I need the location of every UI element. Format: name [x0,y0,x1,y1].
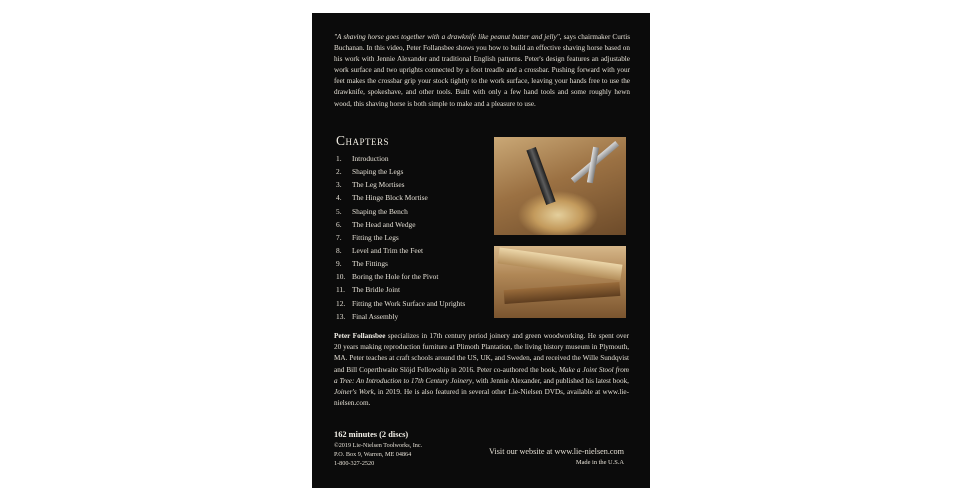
chapter-item [336,257,465,270]
bench-joint-photo [494,246,626,318]
chapter-item [336,191,465,204]
chapter-label: Fitting the Work Surface and Uprights [352,298,466,308]
made-in-line: Made in the U.S.A [575,459,624,466]
author-bio [334,331,629,409]
chapter-number: 12. [336,298,346,308]
chapter-item [336,205,465,218]
phone-line: 1-800-327-2520 [334,460,375,468]
chapter-item [336,244,465,257]
dvd-back-cover [312,13,650,488]
chapter-item [336,178,465,191]
chapter-number: 10. [336,272,346,282]
chapter-number: 3. [336,180,342,190]
intro-paragraph [334,32,630,110]
chapter-label: The Fittings [352,259,388,269]
publisher-info [334,441,422,469]
bio-book-1: Make a Joint Stool from a Tree: An Introduction to 17th Century Joinery [334,365,629,385]
chapter-list [336,152,465,323]
chapter-item [336,165,465,178]
chapter-number: 13. [336,311,346,321]
website-line: Visit our website at www.lie-nielsen.com [489,447,624,456]
copyright-line: ©2019 Lie-Nielsen Toolworks, Inc. [334,442,423,449]
chapter-item [336,231,465,244]
auger-bit-shape [526,147,555,205]
intro-text: , says chairmaker Curtis Buchanan. In this video, Peter Follansbee shows you how to build an effective shaving horse based on his work with Jennie Alexander and traditional English patterns. Peter's design features an adjustable work surface and two uprights connected by a foot treadle and a crossbar. Pushing forward with your feet makes the crossbar grip your stock tightly to the work surface, leaving your hands free to use the drawknife, spokeshave, and other tools. Built with only a few hand tools and some roughly hewn wood, this shaving horse is both simple to make and a pleasure to use. [334,33,630,108]
chapter-number: 4. [336,193,342,203]
bench-beam-shape [497,247,622,280]
chapter-label: The Bridle Joint [352,285,401,295]
chapter-label: Introduction [352,154,389,163]
chapter-number: 8. [336,245,342,255]
chapter-item [336,310,465,323]
chapter-number: 11. [336,285,345,295]
chapter-label: The Head and Wedge [352,219,416,229]
bio-text-2: , with Jennie Alexander, and published his latest book, [472,376,629,385]
bio-text-1: specializes in 17th century period joinery and green woodworking. He spent over 20 years making reproduction furniture at Plimoth Plantation, the living history museum in Plymouth, MA. Peter teaches at craft schools around the US, UK, and Sweden, and received the Wille Sundqvist and Bill Coperthwaite Slöjd Fellowship in 2016. Peter co-authored the book, [334,332,629,374]
bio-book-2: Joiner's Work [334,388,374,397]
address-line: P.O. Box 9, Warren, ME 04864 [334,451,412,459]
runtime-label: 162 minutes (2 discs) [334,430,409,439]
chapter-label: The Hinge Block Mortise [352,193,428,203]
chapter-label: Shaping the Bench [352,206,408,216]
bio-text-3: , in 2019. He is also featured in several other Lie-Nielsen DVDs, available at www.lie-nielsen.com. [334,388,629,408]
chapter-label: The Leg Mortises [352,180,405,190]
chapter-label: Fitting the Legs [352,232,399,242]
bench-rail-shape [504,282,621,304]
chapter-item [336,152,465,165]
chapter-number: 6. [336,219,342,229]
chapter-number: 9. [336,259,342,269]
chapter-item [336,270,465,283]
chapter-label: Level and Trim the Feet [352,245,424,255]
chapter-number: 5. [336,206,342,216]
chapter-number: 1. [336,154,342,163]
chapter-number: 2. [336,167,342,177]
chapter-item [336,218,465,231]
chapter-label: Boring the Hole for the Pivot [352,272,439,282]
boring-tool-photo [494,137,626,235]
chapter-number: 7. [336,232,342,242]
chapters-heading: Chapters [336,133,390,148]
chapter-label: Shaping the Legs [352,167,404,177]
intro-quote: "A shaving horse goes together with a drawknife like peanut butter and jelly" [334,33,560,41]
author-name: Peter Follansbee [334,332,386,340]
chapter-item [336,297,465,310]
chapter-item [336,283,465,296]
chapter-label: Final Assembly [352,311,399,321]
